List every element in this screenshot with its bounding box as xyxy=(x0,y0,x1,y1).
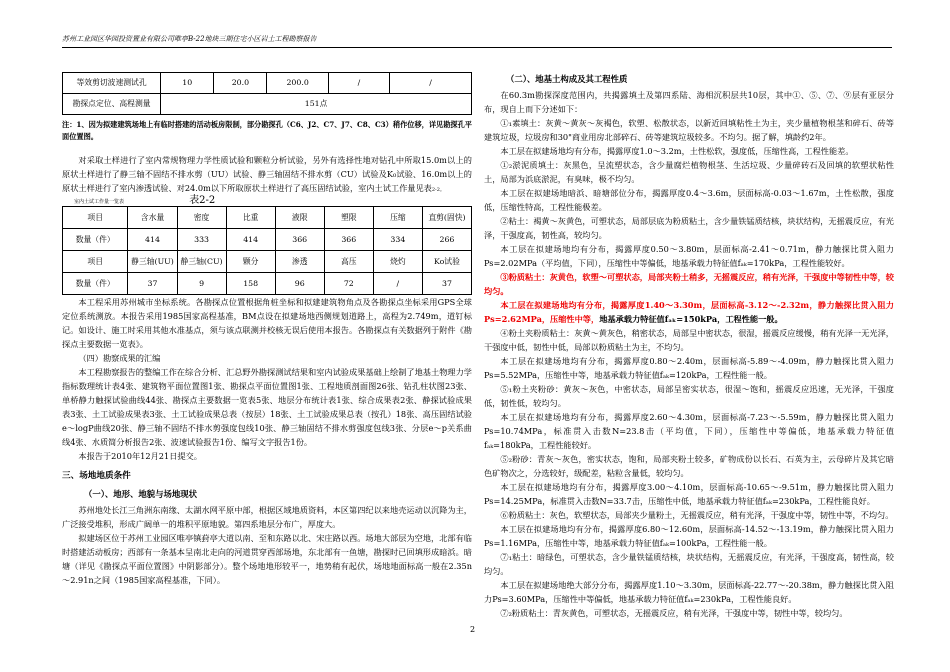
paragraph-layer-1-1-dist: 本工层在拟建场地均有分布，揭露厚度1.0～3.2m，土性松软，强度低，压缩性高，工程性能差。 xyxy=(500,146,854,156)
table-cell: 414 xyxy=(226,229,275,251)
paragraph-terrain-regional: 苏州地处长江三角洲东南缘、太湖水网平原中部，根据区域地质资料，本区第四纪以来地壳运动以沉降为主，广泛接受堆积，形成广阔单一的堆积平原地貌。第四系地层分布广，厚度大。 xyxy=(62,505,472,529)
paragraph-layer-5-2-dist: 本工层在拟建场地均有分布，揭露厚度3.00～4.10m，层面标高-10.65～-9.51m，静力触探比贯入阻力Ps=14.25MPa，标准贯入击数N=33.7击，压缩性中低，地基承载力特征值fₐₖ=230kPa，工程性能良好。 xyxy=(484,482,894,506)
paragraph-layer-4-dist: 本工层在拟建场地均有分布，揭露厚度0.80～2.40m，层面标高-5.89～-4.09m，静力触探比贯入阻力Ps=5.52MPa，压缩性中等，地基承载力特征值fₐₖ=120kPa，工程性能一般。 xyxy=(484,356,894,380)
table-cell: 含水量 xyxy=(128,207,177,229)
highlight-text: 本工层在拟建场地均有分布，揭露厚度1.40～3.30m，层面标高-3.12～-2.32m，静力触探比贯入阻力Ps=2.62MPa，压缩性中等， xyxy=(484,300,894,324)
text: 本工层在拟建场地均有分布，揭露厚度0.50～3.80m，层面标高-2.41～0.71m，静力触探比贯入阻力Ps=2.02MPa（平均值，下同），压缩性中等偏低，地基承载力特征值 xyxy=(484,244,894,268)
table-cell: Ko试验 xyxy=(422,251,471,273)
table-cell: 37 xyxy=(128,273,177,295)
table-cell: 158 xyxy=(226,273,275,295)
paragraph-layer-7-1-dist: 本工层在拟建场地绝大部分分布，揭露厚度1.10～3.30m，层面标高-22.77～-20.38m，静力触探比贯入阻力Ps=3.60MPa，压缩性中等偏低，地基承载力特征值fₐₖ=230kPa，工程性能良好。 xyxy=(484,580,894,604)
table-cell: 液限 xyxy=(275,207,324,229)
table-cell: / xyxy=(390,73,472,94)
right-column xyxy=(484,72,894,620)
paragraph-date: 本报告于2010年12月21日提交。 xyxy=(78,451,202,461)
table-cell: 静三轴(CU) xyxy=(177,251,226,273)
paragraph-layer-1-2: ①₂淤泥质填土：灰黑色，呈流塑状态，含少量腐烂植物根茎、生活垃圾、少量碎砖石及回填的软塑状粘性土，局部为浜底淤泥，有臭味，极不均匀。 xyxy=(484,160,894,184)
paragraph-layer-5-1-dist: 本工层在拟建场地均有分布，揭露厚度2.60～4.30m，层面标高-7.23～-5.59m，静力触探比贯入阻力Ps=10.74MPa，标准贯入击数N=23.8击（平均值，下同），压缩性中等偏低，地基承载力特征值fₐₖ=180kPa，工程性能较好。 xyxy=(484,412,894,450)
paragraph-coordinates: 本工程采用苏州城市坐标系统。各勘探点位置根据角桩坐标和拟建建筑物角点及各勘探点坐标采用GPS全球定位系统测放。本报告采用1985国家高程基准，BM点设在拟建场地西侧规划道路上，高程为2.749m，道钉标记。如设计、施工时采用其他水准基点，须与该点联测并校核无误后使用本报告。各勘探点有关数据列于附件《勘探点主要数据一览表》。 xyxy=(62,297,472,349)
table-cell: 直剪(固快) xyxy=(422,207,471,229)
table-cell: 366 xyxy=(324,229,373,251)
paragraph-layer-1-1: ①₁素填土：灰黄～黄灰～灰褐色，软塑、松散状态，以新近回填粘性土为主，夹少量植物根茎和碎石、砖等建筑垃圾，垃圾房和30"商业用房北部碎石、砖等建筑垃圾较多。不均匀。据了解，填龄约2年。 xyxy=(484,118,894,142)
table-cell: 项目 xyxy=(63,207,128,229)
table-cell: 334 xyxy=(373,229,422,251)
table-row xyxy=(63,94,472,115)
table-cell: 项目 xyxy=(63,251,128,273)
table-cell: 266 xyxy=(422,229,471,251)
caption-title: 室内土试工作量一览表 xyxy=(74,199,125,205)
survey-workload-table xyxy=(62,72,472,115)
table-cell: 数量（件） xyxy=(63,229,128,251)
table-cell: 151点 xyxy=(161,94,472,115)
table-caption xyxy=(74,197,472,206)
paragraph-results: 本工程勘察报告的整编工作在综合分析、汇总野外勘探测试结果和室内试验成果基础上绘制了地基土物理力学指标数理统计表4张、建筑物平面位置图1张、勘探点平面位置图1张、工程地质剖面图26张、钻孔柱状图23张、单桥静力触探试验曲线44张、勘探点主要数据一览表5张、地层分布统计表1张、综合成果表2张、静探试验成果表3张、土工试验成果表3张、土工试验成果总表（按层）18张、土工试验成果总表（按孔）18张、高压固结试验e～logP曲线20张、静三轴不固结不排水剪强度包线10张、静三轴固结不排水剪强度包线3张、分层e～p关系曲线4张、水质简分析报告2张、波速试验报告1份、编写文字报告1份。 xyxy=(62,367,472,447)
table-cell: 颗分 xyxy=(226,251,275,273)
paragraph-layer-2: ②粘土：褐黄～灰黄色，可塑状态，局部层底为粉质粘土，含少量铁锰质结核，块状结构，无摇震反应，有光泽，干强度高，韧性高，较均匀。 xyxy=(484,216,894,240)
table-cell: 200.0 xyxy=(267,73,328,94)
header-rule xyxy=(62,47,892,48)
table-ref: 2-2。 xyxy=(431,187,445,193)
paragraph-layer-5-2: ⑤₂粉砂：青灰～灰色，密实状态，饱和，局部夹粉土较多，矿物成份以长石、石英为主，云母碎片及其它暗色矿物次之，分选较好，级配差，粘粒含量低，较均匀。 xyxy=(484,454,894,478)
table-cell: 37 xyxy=(422,273,471,295)
table-row xyxy=(63,73,472,94)
paragraph-layer-7-2: ⑦₂粉质粘土：青灰黄色，可塑状态，无摇震反应，稍有光泽，干强度中等，韧性中等，较均匀。 xyxy=(500,608,848,618)
paragraph-layer-4: ④粉土夹粉质粘土：灰黄～黄灰色，稍密状态，局部呈中密状态，很湿，摇震反应缓慢，稍有光泽一无光泽，干强度中低，韧性中低，局部以粉质粘土为主，不均匀。 xyxy=(484,328,894,352)
table-cell: 72 xyxy=(324,273,373,295)
table-cell: 勘探点定位、高程测量 xyxy=(63,94,161,115)
table-row xyxy=(63,251,472,273)
table-cell: 96 xyxy=(275,273,324,295)
table-cell: 20.0 xyxy=(214,73,267,94)
paragraph-layer-5-1: ⑤₁粉土夹粉砂：黄灰～灰色，中密状态，局部呈密实状态，很湿～饱和，摇震反应迅速，无光泽，干强度低，韧性低，较均匀。 xyxy=(484,384,894,408)
table-cell: 高压 xyxy=(324,251,373,273)
table-cell: 烧灼 xyxy=(373,251,422,273)
subsection-heading-soil: （二）、地基土构成及其工程性质 xyxy=(506,74,628,84)
subheading-compilation: （四）勘察成果的汇编 xyxy=(78,353,161,363)
paragraph-layer-1-2-dist: 本工层在拟建场地暗浜、暗塘部位分布，揭露厚度0.4～3.6m，层面标高-0.03～1.67m，土性松散，强度低，压缩性特高，工程性能极差。 xyxy=(484,188,894,212)
table-row xyxy=(63,273,472,295)
table-cell: 414 xyxy=(128,229,177,251)
paragraph-soil-intro: 在60.3m勘探深度范围内，共揭露填土及第四系陆、海相沉积层共10层，其中①、⑤、⑦、⑨层有亚层分布，现自上而下分述如下： xyxy=(484,90,894,114)
paragraph-layer-6: ⑥粉质粘土：灰色，软塑状态，局部夹少量粉土，无摇震反应，稍有光泽，干强度中等，韧性中等，不均匀。 xyxy=(500,510,894,520)
table-cell: 333 xyxy=(177,229,226,251)
table-cell: 压缩 xyxy=(373,207,422,229)
text: 对采取土样进行了室内常规物理力学性质试验和颗粒分析试验，另外有选择性地对钻孔中所取15.0m以上的原状土样进行了静三轴不固结不排水剪（UU）试验、静三轴固结不排水剪（CU）试验及K₀试验、16.0m以上的原状土样进行了室内渗透试验、对24.0m以下所取原状土样进行了高压固结试验，室内土试工作量见表 xyxy=(62,155,472,193)
table-cell: 9 xyxy=(177,273,226,295)
table-cell: 数量（件） xyxy=(63,273,128,295)
caption-number: 表2-2 xyxy=(189,195,216,206)
table-cell: 塑限 xyxy=(324,207,373,229)
table-note: 注：1、因为拟建建筑场地上有临时搭建的活动板房限制，部分勘探孔（C6、J2、C7、J7、C8、C3）稍作位移，详见勘探孔平面位置图。 xyxy=(62,120,472,141)
paragraph-terrain-site: 拟建场区位于苏州工业园区唯亭镇葑亭大道以南、至和东路以北、宋庄路以西。场地大部层为空地，北部有临时搭建活动板房；西部有一条基本呈南北走向的河道贯穿西部场地，东北部有一鱼塘，勘探时已回填形成暗浜。暗塘（详见《勘探点平面位置图》中阴影部分）。整个场地地形较平一，地势稍有起伏，场地地面标高一般在2.35n～2.91n之间（1985国家高程基准，下同）。 xyxy=(62,533,472,585)
paragraph-lab-tests xyxy=(62,153,472,197)
table-cell: 静三轴(UU) xyxy=(128,251,177,273)
section-heading: 三、场地地质条件 xyxy=(62,471,131,481)
subsection-heading-terrain: （一）、地形、地貌与场地现状 xyxy=(84,489,198,499)
table-cell: 比重 xyxy=(226,207,275,229)
page-header: 苏州工业园区华园投资置业有限公司唯亭B-22地块三期住宅小区岩土工程勘察报告 xyxy=(62,35,317,43)
table-row xyxy=(63,207,472,229)
table-row xyxy=(63,229,472,251)
page-number: 2 xyxy=(470,625,476,634)
left-column xyxy=(62,72,472,587)
table-cell: 等效剪切波速测试孔 xyxy=(63,73,161,94)
text: fₐₖ=170kPa，工程性能较好。 xyxy=(737,258,850,268)
paragraph-layer-6-dist: 本工层在拟建场地均有分布，揭露厚度6.80～12.60m，层面标高-14.52～-13.19m，静力触探比贯入阻力Ps=1.16MPa，压缩性中等，地基承载力特征值fₐₖ=100kPa，工程性能一般。 xyxy=(484,524,894,548)
table-cell: / xyxy=(328,73,389,94)
table-cell: 10 xyxy=(161,73,214,94)
paragraph-layer-3-highlight: ③粉质粘土：灰黄色，软塑～可塑状态，局部夹粉土稍多，无摇震反应，稍有光泽，干强度中等韧性中等，较均匀。 xyxy=(484,272,894,296)
lab-test-table xyxy=(62,206,472,295)
table-cell: 366 xyxy=(275,229,324,251)
bold-text: 地基承载力特征值fₐₖ=150kPa，工程性能一般。 xyxy=(599,314,783,324)
table-cell: / xyxy=(373,273,422,295)
table-cell: 密度 xyxy=(177,207,226,229)
paragraph-layer-2-dist xyxy=(484,242,894,270)
paragraph-layer-3-dist xyxy=(484,298,894,326)
paragraph-layer-7-1: ⑦₁粘土：暗绿色，可塑状态，含少量铁锰质结核，块状结构，无摇震反应，有光泽，干强度高，韧性高，较均匀。 xyxy=(484,552,894,576)
table-cell: 渗透 xyxy=(275,251,324,273)
